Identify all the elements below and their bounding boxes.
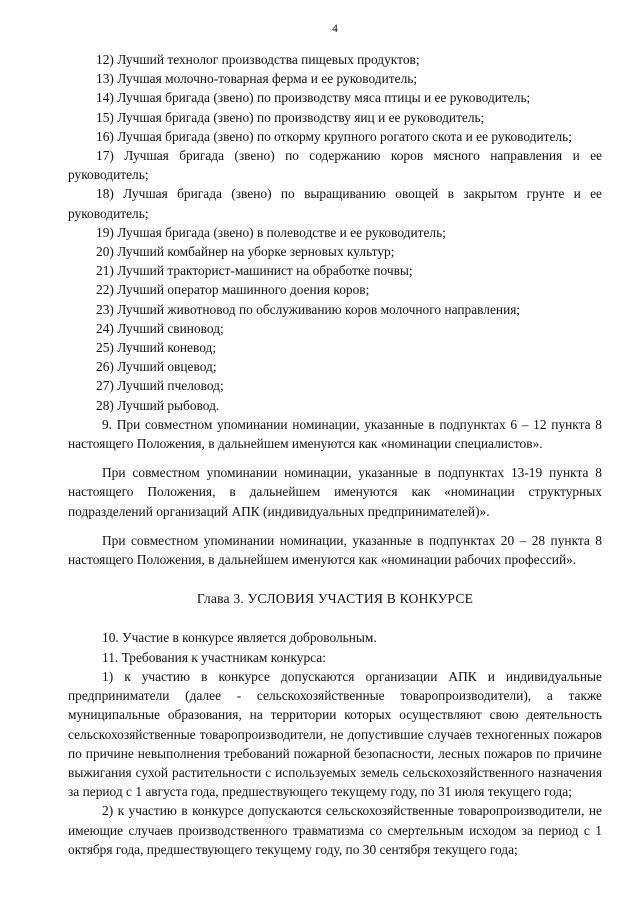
- list-item: 28) Лучший рыбовод.: [96, 397, 220, 413]
- list-item: 15) Лучшая бригада (звено) по производству яиц и ее руководитель;: [96, 109, 485, 125]
- list-item: 13) Лучшая молочно-товарная ферма и ее руководитель;: [96, 71, 418, 87]
- list-item: 19) Лучшая бригада (звено) в полеводстве и ее руководитель;: [96, 224, 446, 240]
- list-item: 26) Лучший овцевод;: [96, 359, 217, 375]
- list-item: 12) Лучший технолог производства пищевых продуктов;: [96, 52, 420, 67]
- paragraph-11-1: 1) к участию в конкурсе допускаются организации АПК и индивидуальные предприниматели (далее - сельскохозяйственные товаропроизводители), а также муниципальные образования, на территории которых осуществляют свою деятельность сельскохозяйственные товаропроизводители, не допустившие случаев техногенных пожаров по причине невыполнения требований пожарной безопасности, лесных пожаров по причине выжигания сухой растительности с используемых земель сельскохозяйственного назначения за период с 1 августа года, предшествующего текущему году, по 31 июля текущего года;: [68, 668, 602, 800]
- paragraph-9: 9. При совместном упоминании номинации, указанные в подпунктах 6 – 12 пункта 8 настоящего Положения, в дальнейшем именуются как «номинации специалистов».: [68, 416, 602, 452]
- paragraph-10: 10. Участие в конкурсе является добровольным.: [102, 630, 377, 646]
- chapter-heading: Глава 3. УСЛОВИЯ УЧАСТИЯ В КОНКУРСЕ: [196, 591, 474, 607]
- list-item: 25) Лучший коневод;: [96, 340, 217, 356]
- list-item: 17) Лучшая бригада (звено) по содержанию коров мясного направления и ее руководитель;: [68, 148, 602, 183]
- paragraph-nominations-20-28: При совместном упоминании номинации, указанные в подпунктах 20 – 28 пункта 8 настоящего Положения, в дальнейшем именуются как «номинации рабочих профессий».: [68, 532, 602, 568]
- paragraph-nominations-13-19: При совместном упоминании номинации, указанные в подпунктах 13-19 пункта 8 настоящего Положения, в дальнейшем именуются как «номинации структурных подразделений организаций АПК (индивидуальных предпринимателей)».: [68, 465, 602, 519]
- list-item: 21) Лучший тракторист-машинист на обработке почвы;: [96, 263, 413, 279]
- list-item: 18) Лучшая бригада (звено) по выращиванию овощей в закрытом грунте и ее руководитель;: [68, 186, 602, 221]
- list-item: 22) Лучший оператор машинного доения коров;: [96, 282, 370, 298]
- list-item: 16) Лучшая бригада (звено) по откорму крупного рогатого скота и ее руководитель;: [96, 128, 572, 144]
- list-item: 24) Лучший свиновод;: [96, 320, 224, 336]
- list-item: 27) Лучший пчеловод;: [96, 378, 224, 394]
- list-item: 20) Лучший комбайнер на уборке зерновых культур;: [96, 244, 395, 260]
- list-item: 14) Лучшая бригада (звено) по производству мяса птицы и ее руководитель;: [96, 90, 531, 106]
- paragraph-11: 11. Требования к участникам конкурса:: [102, 649, 326, 665]
- page-number: 4: [332, 23, 338, 35]
- nomination-list: [68, 50, 602, 415]
- paragraph-11-2: 2) к участию в конкурсе допускаются сельскохозяйственные товаропроизводители, не имеющие случаев производственного травматизма со смертельным исходом за период с 1 октября года, предшествующего текущему году, по 30 сентября текущего года;: [68, 803, 602, 857]
- list-item: 23) Лучший животновод по обслуживанию коров молочного направления;: [96, 301, 521, 317]
